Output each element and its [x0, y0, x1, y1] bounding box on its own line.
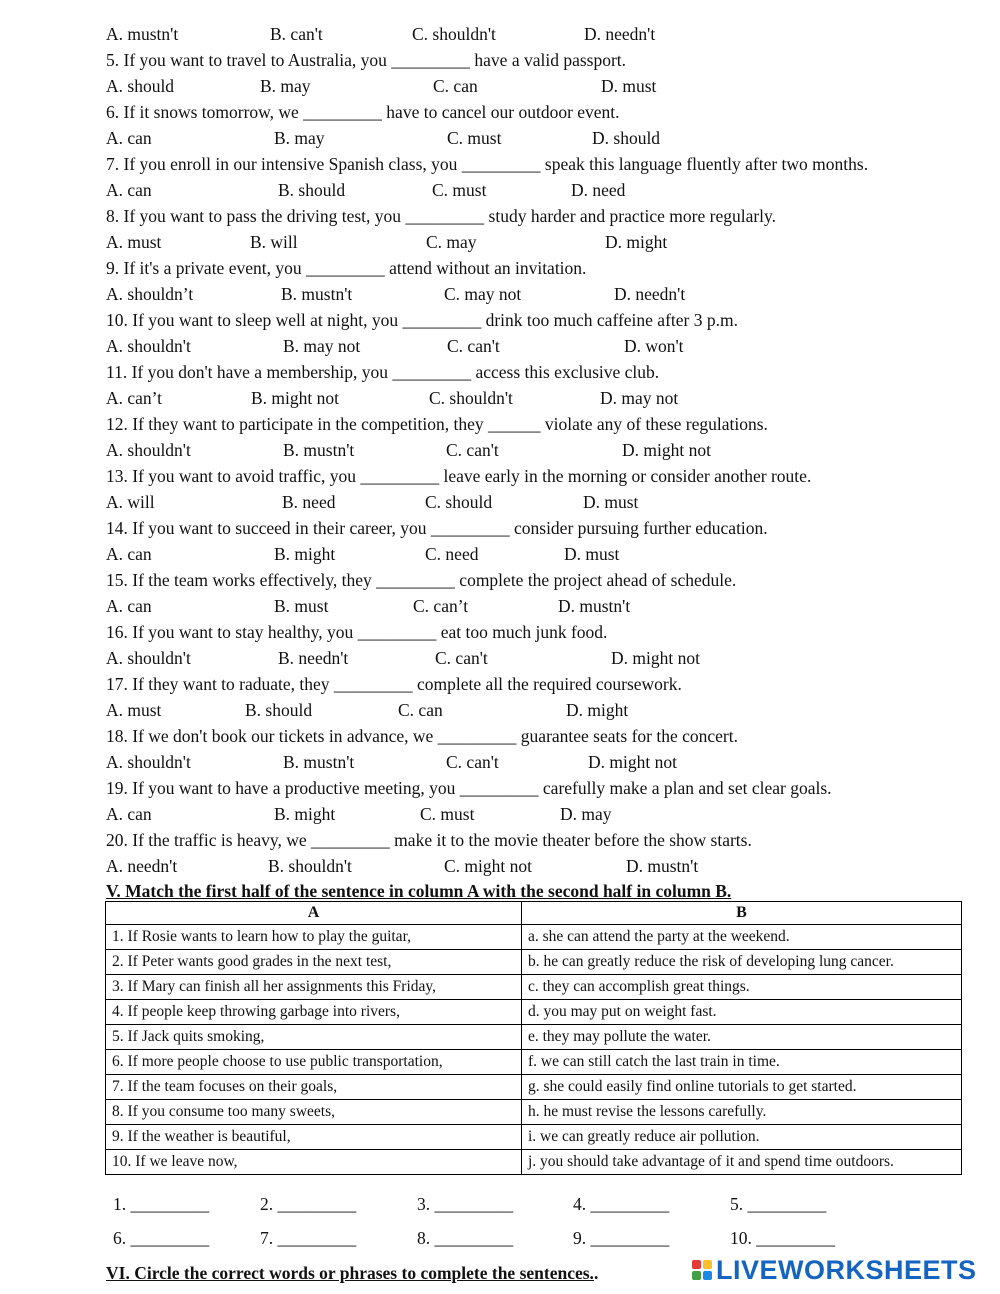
option-c: C. must: [447, 128, 502, 148]
option-a: A. can’t: [106, 388, 163, 408]
option-b: B. mustn't: [281, 284, 353, 304]
option-d: D. needn't: [614, 284, 686, 304]
option-c: C. can: [398, 700, 443, 720]
question-stem: 19. If you want to have a productive meeting, you _________ carefully make a plan and set clear goals.: [106, 778, 832, 798]
options-row: [106, 491, 966, 513]
answer-blank-1[interactable]: 1. _________: [113, 1194, 210, 1214]
options-row: [106, 803, 966, 825]
question-stem: 6. If it snows tomorrow, we _________ have to cancel our outdoor event.: [106, 102, 620, 122]
options-row: [106, 179, 966, 201]
options-row: [106, 543, 966, 565]
question-stem: 20. If the traffic is heavy, we _________ make it to the movie theater before the show starts.: [106, 830, 752, 850]
question-stem: 7. If you enroll in our intensive Spanish class, you _________ speak this language fluently after two months.: [106, 154, 869, 174]
answer-blank-2[interactable]: 2. _________: [260, 1194, 357, 1214]
option-a: A. shouldn't: [106, 648, 191, 668]
column-a-header: A: [106, 902, 522, 925]
table-header-row: [106, 902, 962, 925]
table-row: [106, 1000, 962, 1025]
column-a-cell: 9. If the weather is beautiful,: [106, 1125, 522, 1150]
option-a: A. can: [106, 128, 152, 148]
option-d: D. must: [564, 544, 620, 564]
option-c: C. can't: [446, 440, 499, 460]
answer-blank-8[interactable]: 8. _________: [417, 1228, 514, 1248]
table-row: [106, 1100, 962, 1125]
column-b-cell: d. you may put on weight fast.: [522, 1000, 962, 1025]
option-b: B. might not: [251, 388, 339, 408]
option-d: D. should: [592, 128, 661, 148]
option-c: C. might not: [444, 856, 532, 876]
answer-blank-4[interactable]: 4. _________: [573, 1194, 670, 1214]
column-a-cell: 6. If more people choose to use public transportation,: [106, 1050, 522, 1075]
option-c: C. can’t: [413, 596, 469, 616]
option-d: D. might: [605, 232, 668, 252]
option-a: A. shouldn't: [106, 336, 191, 356]
option-c: C. can't: [446, 752, 499, 772]
option-c: C. should: [425, 492, 493, 512]
option-a: A. shouldn’t: [106, 284, 194, 304]
option-d: D. might: [566, 700, 629, 720]
logo-text: LIVEWORKSHEETS: [716, 1254, 977, 1285]
table-row: [106, 975, 962, 1000]
option-b: B. mustn't: [283, 752, 355, 772]
top-options-row: [106, 23, 966, 45]
option-d: D. needn't: [584, 24, 656, 44]
options-row: [106, 387, 966, 409]
option-d: D. must: [583, 492, 639, 512]
option-b: B. needn't: [278, 648, 349, 668]
option-c: C. need: [425, 544, 479, 564]
option-c: C. may not: [444, 284, 522, 304]
column-a-cell: 8. If you consume too many sweets,: [106, 1100, 522, 1125]
option-a: A. can: [106, 544, 152, 564]
option-a: A. must: [106, 232, 162, 252]
column-b-cell: e. they may pollute the water.: [522, 1025, 962, 1050]
option-d: D. might not: [622, 440, 711, 460]
table-row: [106, 1150, 962, 1175]
option-b: B. might: [274, 804, 336, 824]
question-stem: 15. If the team works effectively, they _________ complete the project ahead of schedule.: [106, 570, 737, 590]
options-row: [106, 647, 966, 669]
column-a-cell: 2. If Peter wants good grades in the next test,: [106, 950, 522, 975]
question-stem: 5. If you want to travel to Australia, you _________ have a valid passport.: [106, 50, 627, 70]
option-a: A. shouldn't: [106, 440, 191, 460]
table-row: [106, 950, 962, 975]
column-b-cell: i. we can greatly reduce air pollution.: [522, 1125, 962, 1150]
option-b: B. should: [245, 700, 313, 720]
column-a-cell: 3. If Mary can finish all her assignments this Friday,: [106, 975, 522, 1000]
answer-blank-9[interactable]: 9. _________: [573, 1228, 670, 1248]
option-b: B. may: [274, 128, 325, 148]
table-row: [106, 925, 962, 950]
option-b: B. may: [260, 76, 311, 96]
option-a: A. can: [106, 596, 152, 616]
option-a: A. shouldn't: [106, 752, 191, 772]
question-stem: 14. If you want to succeed in their career, you _________ consider pursuing further education.: [106, 518, 768, 538]
matching-table: [105, 901, 962, 1175]
option-d: D. need: [571, 180, 626, 200]
option-a: A. can: [106, 804, 152, 824]
column-b-cell: c. they can accomplish great things.: [522, 975, 962, 1000]
question-stem: 10. If you want to sleep well at night, you _________ drink too much caffeine after 3 p.m.: [106, 310, 738, 330]
options-row: [106, 855, 966, 877]
options-row: [106, 439, 966, 461]
option-b: B. will: [250, 232, 298, 252]
column-a-cell: 7. If the team focuses on their goals,: [106, 1075, 522, 1100]
column-b-cell: b. he can greatly reduce the risk of developing lung cancer.: [522, 950, 962, 975]
section-6-title: VI. Circle the correct words or phrases to complete the sentences..: [106, 1263, 599, 1283]
option-d: D. won't: [624, 336, 684, 356]
options-row: [106, 751, 966, 773]
option-d: D. might not: [611, 648, 700, 668]
question-stem: 16. If you want to stay healthy, you _________ eat too much junk food.: [106, 622, 608, 642]
column-b-header: B: [522, 902, 962, 925]
question-stem: 12. If they want to participate in the competition, they ______ violate any of these regulations.: [106, 414, 768, 434]
option-c: C. shouldn't: [429, 388, 513, 408]
answer-blank-7[interactable]: 7. _________: [260, 1228, 357, 1248]
question-stem: 9. If it's a private event, you _________ attend without an invitation.: [106, 258, 587, 278]
options-row: [106, 127, 966, 149]
option-a: A. must: [106, 700, 162, 720]
option-a: A. mustn't: [106, 24, 179, 44]
logo-square-green: [692, 1271, 701, 1280]
table-row: [106, 1125, 962, 1150]
column-a-cell: 4. If people keep throwing garbage into rivers,: [106, 1000, 522, 1025]
liveworksheets-logo: [692, 1255, 977, 1285]
options-row: [106, 335, 966, 357]
option-a: A. needn't: [106, 856, 178, 876]
option-b: B. must: [274, 596, 329, 616]
option-c: C. must: [432, 180, 487, 200]
option-d: D. must: [601, 76, 657, 96]
option-d: D. may: [560, 804, 612, 824]
section-5-title: V. Match the first half of the sentence in column A with the second half in column B.: [106, 881, 732, 901]
option-d: D. mustn't: [626, 856, 699, 876]
column-b-cell: h. he must revise the lessons carefully.: [522, 1100, 962, 1125]
option-c: C. shouldn't: [412, 24, 496, 44]
section-6-title-period: .: [593, 1263, 599, 1283]
answer-blank-3[interactable]: 3. _________: [417, 1194, 514, 1214]
logo-square-yellow: [703, 1260, 712, 1269]
options-row: [106, 75, 966, 97]
option-b: B. can't: [270, 24, 323, 44]
option-b: B. mustn't: [283, 440, 355, 460]
option-c: C. can't: [447, 336, 500, 356]
option-c: C. can: [433, 76, 478, 96]
column-b-cell: j. you should take advantage of it and spend time outdoors.: [522, 1150, 962, 1175]
column-b-cell: f. we can still catch the last train in time.: [522, 1050, 962, 1075]
question-stem: 18. If we don't book our tickets in advance, we _________ guarantee seats for the concert.: [106, 726, 738, 746]
option-c: C. can't: [435, 648, 488, 668]
option-b: B. shouldn't: [268, 856, 352, 876]
column-a-cell: 5. If Jack quits smoking,: [106, 1025, 522, 1050]
options-row: [106, 231, 966, 253]
answer-blank-5[interactable]: 5. _________: [730, 1194, 827, 1214]
option-c: C. must: [420, 804, 475, 824]
option-b: B. may not: [283, 336, 361, 356]
column-b-cell: a. she can attend the party at the weekend.: [522, 925, 962, 950]
option-b: B. need: [282, 492, 336, 512]
option-d: D. may not: [600, 388, 679, 408]
logo-square-red: [692, 1260, 701, 1269]
options-row: [106, 699, 966, 721]
question-stem: 11. If you don't have a membership, you _________ access this exclusive club.: [106, 362, 660, 382]
question-stem: 13. If you want to avoid traffic, you _________ leave early in the morning or consider another route.: [106, 466, 812, 486]
logo-mark-icon: [692, 1260, 712, 1280]
option-d: D. might not: [588, 752, 677, 772]
logo-square-blue: [703, 1271, 712, 1280]
options-row: [106, 283, 966, 305]
table-row: [106, 1025, 962, 1050]
option-b: B. might: [274, 544, 336, 564]
table-row: [106, 1050, 962, 1075]
table-row: [106, 1075, 962, 1100]
question-stem: 17. If they want to raduate, they _________ complete all the required coursework.: [106, 674, 682, 694]
column-a-cell: 10. If we leave now,: [106, 1150, 522, 1175]
answer-blank-10[interactable]: 10. _________: [730, 1228, 835, 1248]
column-a-cell: 1. If Rosie wants to learn how to play the guitar,: [106, 925, 522, 950]
question-stem: 8. If you want to pass the driving test, you _________ study harder and practice more regularly.: [106, 206, 777, 226]
option-b: B. should: [278, 180, 346, 200]
answer-blank-6[interactable]: 6. _________: [113, 1228, 210, 1248]
option-a: A. should: [106, 76, 175, 96]
option-a: A. will: [106, 492, 155, 512]
option-d: D. mustn't: [558, 596, 631, 616]
options-row: [106, 595, 966, 617]
column-b-cell: g. she could easily find online tutorials to get started.: [522, 1075, 962, 1100]
option-c: C. may: [426, 232, 477, 252]
option-a: A. can: [106, 180, 152, 200]
